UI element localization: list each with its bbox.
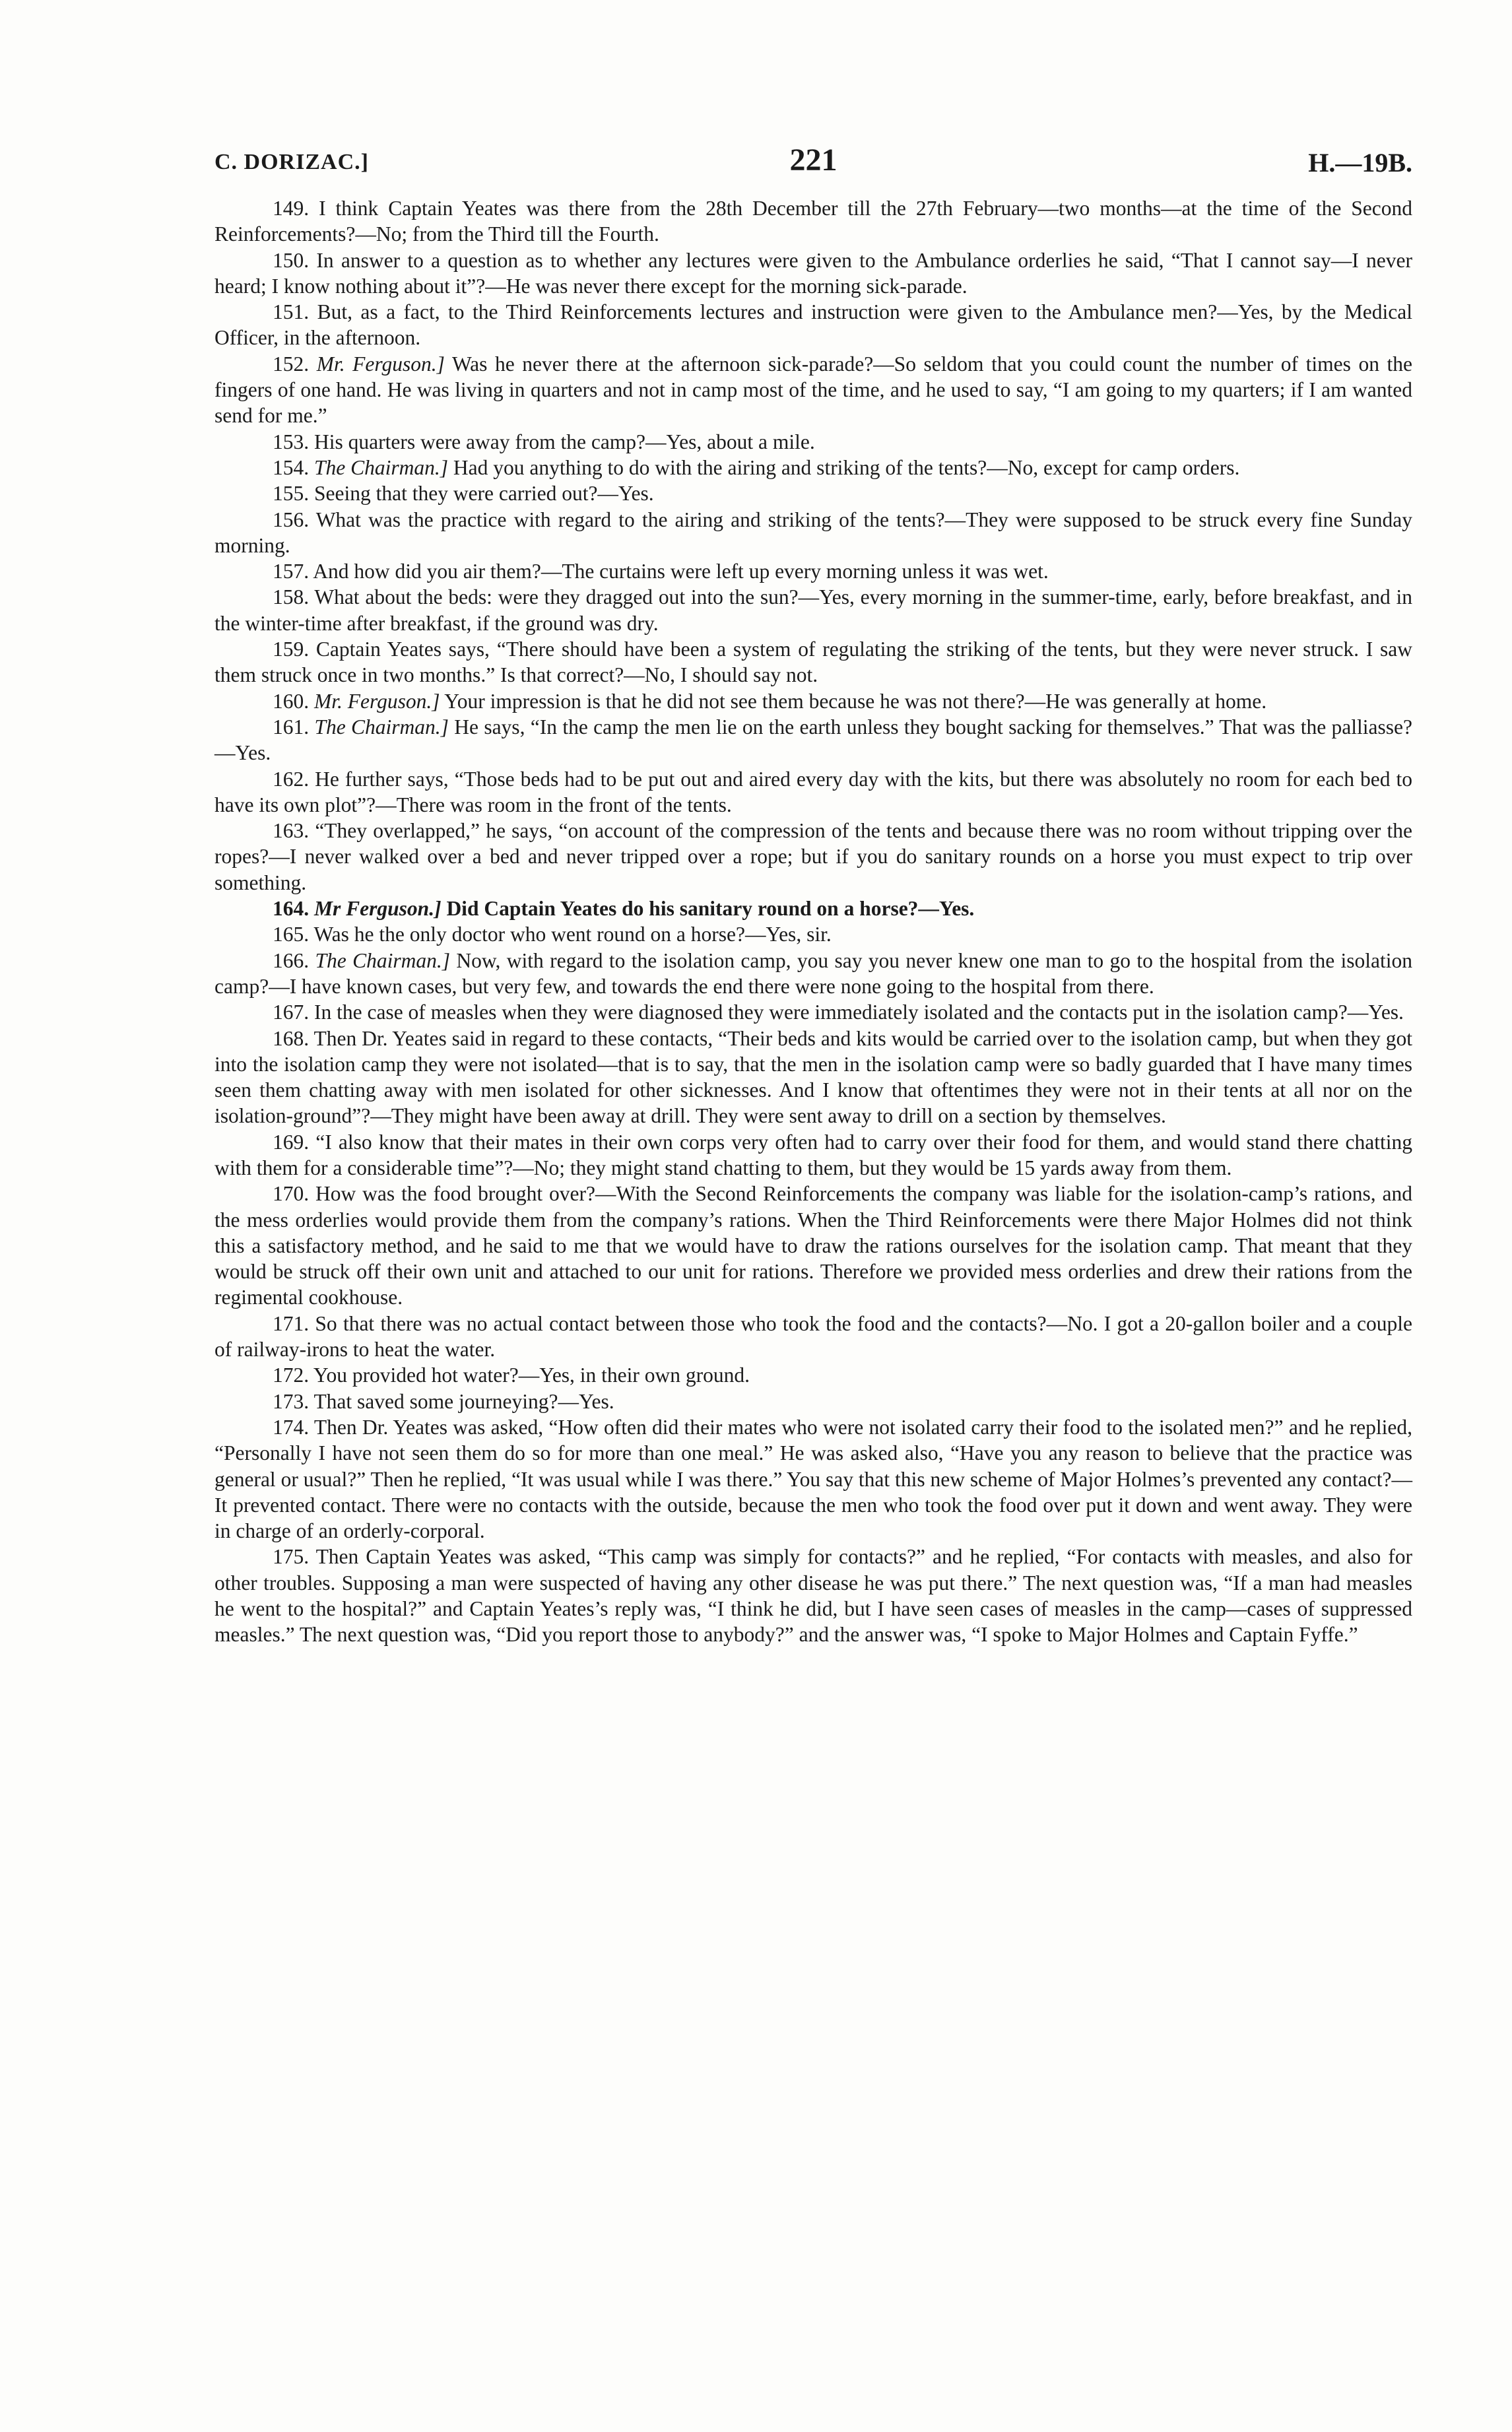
question-number: 155. [273,482,310,506]
testimony-paragraph [214,351,1412,429]
paragraph-text: Captain Yeates says, “There should have been a system of regulating the striking of the tents, but they were never struck. I saw them struck once in two months.” Is that correct?—No, I should say not. [214,638,1412,687]
question-number: 170. [273,1182,310,1206]
testimony-body [214,195,1412,1648]
speaker-label: The Chairman.] [315,948,450,972]
testimony-paragraph [214,896,1412,921]
paragraph-text: That saved some journeying?—Yes. [313,1389,614,1413]
paragraph-text: Seeing that they were carried out?—Yes. [314,482,654,506]
paragraph-text: He says, “In the camp the men lie on the earth unless they bought sacking for themselves.” That was the palliasse?—Yes. [214,715,1413,765]
testimony-paragraph [214,1414,1412,1544]
page-number: 221 [789,143,838,178]
paragraph-text: But, as a fact, to the Third Reinforcements lectures and instruction were given to the Ambulance men?—Yes, by the Medical Officer, in the afternoon. [214,300,1412,350]
testimony-paragraph [214,455,1412,480]
question-number: 171. [273,1311,310,1335]
testimony-paragraph [214,480,1412,506]
paragraph-text: What was the practice with regard to the airing and striking of the tents?—They were supposed to be struck every fine Sunday morning. [214,508,1413,557]
paragraph-text: “They overlapped,” he says, “on account of the compression of the tents and because there was no room without tripping over the ropes?—I never walked over a bed and never tripped over a rope; but if you do sanitary rounds on a horse you must expect to trip over something. [214,819,1412,894]
testimony-paragraph [214,766,1412,818]
question-number: 167. [273,1001,310,1024]
question-number: 169. [273,1130,310,1154]
question-number: 158. [273,585,310,609]
question-number: 152. [273,352,310,376]
question-number: 149. [273,197,310,220]
question-number: 168. [273,1026,310,1050]
speaker-label: Mr. Ferguson.] [314,689,440,713]
speaker-label: Mr Ferguson.] [314,897,442,921]
testimony-paragraph [214,195,1412,247]
paragraph-text: Had you anything to do with the airing and striking of the tents?—No, except for camp orders. [453,455,1240,479]
testimony-paragraph [214,507,1412,559]
testimony-paragraph [214,688,1412,714]
paragraph-text: And how did you air them?—The curtains were left up every morning unless it was wet. [313,560,1049,583]
paragraph-text: His quarters were away from the camp?—Yes, about a mile. [314,430,815,453]
testimony-paragraph [214,999,1412,1025]
paragraph-text: In answer to a question as to whether any lectures were given to the Ambulance orderlies he said, “That I cannot say—I never heard; I know nothing about it”?—He was never there except for the morning sick-parade. [214,248,1412,298]
question-number: 159. [273,638,310,661]
testimony-paragraph [214,247,1412,300]
question-number: 173. [273,1389,310,1413]
paragraph-text: Your impression is that he did not see them because he was not there?—He was generally at home. [444,689,1267,713]
testimony-paragraph [214,1129,1412,1181]
testimony-paragraph [214,429,1412,455]
speaker-label: The Chairman.] [314,455,449,479]
paragraph-text: Then Captain Yeates was asked, “This camp was simply for contacts?” and he replied, “For contacts with measles, and also for other troubles. Supposing a man were suspected of having any other disease he was put there.” The next question was, “If a man had measles he went to the hospital?” and Captain Yeates’s reply was, “I think he did, but I have seen cases of measles in the camp—cases of suppressed measles.” The next question was, “Did you report those to anybody?” and the answer was, “I spoke to Major Holmes and Captain Fyffe.” [214,1545,1412,1647]
paragraph-text: Then Dr. Yeates was asked, “How often did their mates who were not isolated carry their food to the isolated men?” and he replied, “Personally I have not seen them do so for more than one meal.” He was asked also, “Have you any reason to believe that the practice was general or usual?” Then he replied, “It was usual while I was there.” You say that this new scheme of Major Holmes’s prevented any contact?—It prevented contact. There were no contacts with the outside, because the men who took the food over put it down and went away. They were in charge of an orderly-corporal. [214,1415,1412,1543]
question-number: 172. [273,1364,310,1387]
question-number: 153. [273,430,310,453]
header-document-code: H.—19B. [1308,148,1412,178]
testimony-paragraph [214,714,1412,766]
question-number: 151. [273,300,310,324]
testimony-paragraph [214,948,1412,1000]
paragraph-text: “I also know that their mates in their own corps very often had to carry over their food for them, and would stand there chatting with them for a considerable time”?—No; they might stand chatting to them, but they would be 15 yards away from them. [214,1130,1413,1179]
question-number: 154. [273,455,310,479]
paragraph-text: What about the beds: were they dragged out into the sun?—Yes, every morning in the summer-time, early, before breakfast, and in the winter-time after breakfast, if the ground was dry. [214,585,1412,635]
speaker-label: The Chairman.] [314,715,449,739]
paragraph-text: Was he the only doctor who went round on a horse?—Yes, sir. [313,923,832,946]
testimony-paragraph [214,636,1412,688]
question-number: 150. [273,248,310,272]
speaker-label: Mr. Ferguson.] [316,352,445,376]
testimony-paragraph [214,1311,1412,1363]
testimony-paragraph [214,1544,1412,1647]
question-number: 165. [273,923,310,946]
testimony-paragraph [214,299,1412,351]
question-number: 156. [273,508,310,531]
paragraph-text: Now, with regard to the isolation camp, you say you never knew one man to go to the hospital from the isolation camp?—I have known cases, but very few, and towards the end there were none going to the hospital from there. [214,948,1413,998]
paragraph-text: How was the food brought over?—With the Second Reinforcements the company was liable for the isolation-camp’s rations, and the mess orderlies would provide them from the company’s rations. When the Third Reinforcements were there Major Holmes did not think this a satisfactory method, and he said to me that we would have to draw the rations ourselves for the isolation camp. That meant that they would be struck off their own unit and attached to our unit for rations. Therefore we provided mess orderlies and drew their rations from the regimental cookhouse. [214,1182,1413,1309]
testimony-paragraph [214,1181,1412,1310]
question-number: 157. [273,560,310,583]
paragraph-text: So that there was no actual contact between those who took the food and the contacts?—No. I got a 20-gallon boiler and a couple of railway-irons to heat the water. [214,1311,1413,1362]
paragraph-text: Then Dr. Yeates said in regard to these contacts, “Their beds and kits would be carried over to the isolation camp, but when they got into the isolation camp they were not isolated—that is to say, that the men in the isolation camp were so badly guarded that I have many times seen them chatting away with men isolated for other sicknesses. And I know that oftentimes they were not in their tents at all nor on the isolation-ground”?—They might have been away at drill. They were sent away to drill on a section by themselves. [214,1026,1412,1128]
paragraph-text: He further says, “Those beds had to be put out and aired every day with the kits, but there was absolutely no room for each bed to have its own plot”?—There was room in the front of the tents. [214,767,1412,816]
testimony-paragraph [214,1362,1412,1388]
testimony-paragraph [214,1026,1412,1129]
paragraph-text: I think Captain Yeates was there from the 28th December till the 27th February—two months—at the time of the Second Reinforcements?—No; from the Third till the Fourth. [214,197,1412,246]
question-number: 161. [273,715,310,739]
page-header [214,142,1412,181]
question-number: 174. [273,1415,310,1439]
testimony-paragraph [214,584,1412,636]
question-number: 164. [273,897,310,921]
question-number: 175. [273,1545,310,1569]
question-number: 162. [273,767,310,791]
question-number: 166. [273,948,310,972]
header-witness-name: C. DORIZAC.] [214,150,369,174]
testimony-paragraph [214,1389,1412,1414]
question-number: 160. [273,689,310,713]
paragraph-text: You provided hot water?—Yes, in their own ground. [313,1364,750,1387]
paragraph-text: Did Captain Yeates do his sanitary round on a horse?—Yes. [446,897,975,921]
paragraph-text: In the case of measles when they were diagnosed they were immediately isolated and the contacts put in the isolation camp?—Yes. [314,1001,1404,1024]
testimony-paragraph [214,921,1412,947]
paragraph-text: Was he never there at the afternoon sick-parade?—So seldom that you could count the number of times on the fingers of one hand. He was living in quarters and not in camp most of the time, and he used to say, “I am going to my quarters; if I am wanted send for me.” [214,352,1413,428]
testimony-paragraph [214,558,1412,584]
testimony-paragraph [214,818,1412,896]
question-number: 163. [273,819,310,843]
